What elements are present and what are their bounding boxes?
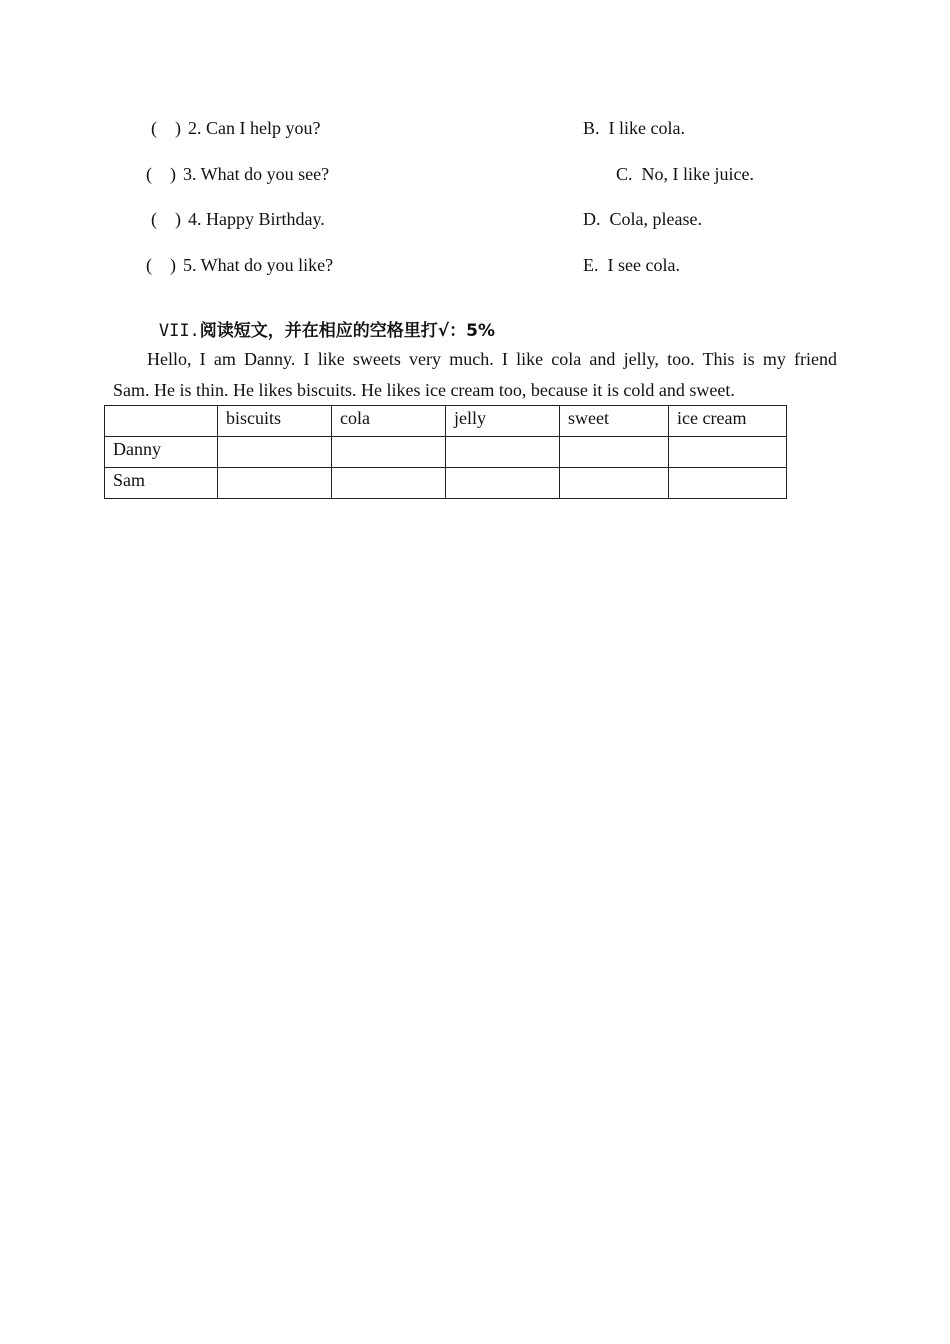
answer-option: E. I see cola. bbox=[583, 255, 680, 275]
question-text: 3. What do you see? bbox=[183, 164, 330, 184]
table-row bbox=[105, 468, 787, 499]
check-cell[interactable] bbox=[218, 437, 332, 468]
check-cell[interactable] bbox=[332, 468, 446, 499]
table-row bbox=[105, 437, 787, 468]
check-cell[interactable] bbox=[446, 437, 560, 468]
reading-passage bbox=[113, 344, 837, 406]
answer-option: D. Cola, please. bbox=[583, 209, 702, 229]
check-cell[interactable] bbox=[332, 437, 446, 468]
passage-line: Hello, I am Danny. I like sweets very much. I like cola and jelly, too. This is my friend bbox=[147, 349, 837, 369]
check-cell[interactable] bbox=[560, 468, 669, 499]
section-heading bbox=[147, 301, 495, 341]
answer-option: C. No, I like juice. bbox=[616, 164, 754, 184]
answer-blank[interactable]: ( ) bbox=[151, 209, 181, 229]
question-text: 5. What do you like? bbox=[183, 255, 334, 275]
section-number: VII. bbox=[158, 321, 200, 341]
table-header-cell: jelly bbox=[446, 406, 560, 437]
answer-blank[interactable]: ( ) bbox=[151, 118, 181, 138]
table-header-cell: biscuits bbox=[218, 406, 332, 437]
check-cell[interactable] bbox=[669, 468, 787, 499]
check-cell[interactable] bbox=[560, 437, 669, 468]
check-cell[interactable] bbox=[446, 468, 560, 499]
question-text: 2. Can I help you? bbox=[188, 118, 321, 138]
table-header-cell: cola bbox=[332, 406, 446, 437]
row-label: Sam bbox=[105, 468, 218, 499]
check-cell[interactable] bbox=[218, 468, 332, 499]
passage-line: Sam. He is thin. He likes biscuits. He likes ice cream too, because it is cold and sweet. bbox=[113, 380, 735, 400]
answer-blank[interactable]: ( ) bbox=[146, 255, 176, 275]
table-header-row bbox=[105, 406, 787, 437]
question-text: 4. Happy Birthday. bbox=[188, 209, 325, 229]
answer-option: B. I like cola. bbox=[583, 118, 685, 138]
answer-table bbox=[104, 405, 787, 499]
table-header-cell bbox=[105, 406, 218, 437]
table-header-cell: sweet bbox=[560, 406, 669, 437]
section-title: 阅读短文，并在相应的空格里打√：5% bbox=[199, 321, 495, 341]
check-cell[interactable] bbox=[669, 437, 787, 468]
row-label: Danny bbox=[105, 437, 218, 468]
table-header-cell: ice cream bbox=[669, 406, 787, 437]
answer-blank[interactable]: ( ) bbox=[146, 164, 176, 184]
